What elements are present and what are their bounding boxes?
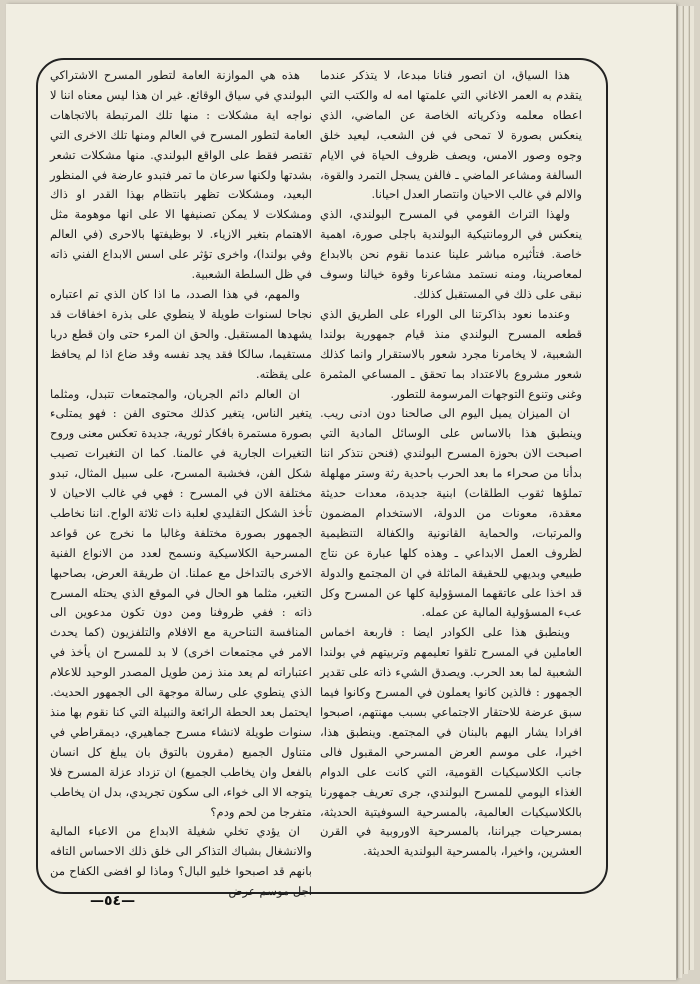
- page-number: —٥٤—: [90, 893, 136, 909]
- paragraph: ان العالم دائم الجريان، والمجتمعات تتبدل، ومثلما يتغير الناس، يتغير كذلك محتوى الفن : فهو يمتلىء بصورة مستمرة بافكار ثورية، جديدة تعكس معنى وروح التغيرات الجارية في عالمنا. كما ان التغيرات تصيب شكل الفن، فخشبة المسرح، على سبيل المثال، تبدو مختلفة الان في المسرح : فهي في غالب الاحيان لا تأخذ الشكل التقليدي لعلبة ذات ثلاثة الواح. اننا نخاطب الجمهور بصورة مختلفة وغالبا ما نخرج عن قواعد المسرحية الكلاسيكية ونسمح لعدد من الانواع الفنية الاخرى بالتداخل مع عملنا. ان طريقة العرض، بصاحبها التغير، مثلما هو الحال في الموقع الذي يحتله المسرح ذاته : ففي ظروفنا ومن دون تكون مدعوين الى المنافسة التناحرية مع الافلام والتلفزيون (كما يحدث الامر في مجتمعات اخرى) لا بد للمسرح ان يأخذ في اعتباراته لم يعد منذ زمن طويل المصدر الوحيد للاعلام الذي ينطوي على رسالة موجهة الى الجمهور الحديث. ايحتمل بعد الحطة الرائعة والنبيلة التي كنا نقوم بها منذ سنوات طويلة لانشاء مسرح جماهيري، ديمقراطي في متناول الجميع (مقرون بالتوق بان يبلغ كل انسان بالفعل وان يخاطب الجميع) ان تزداد عزلة المسرح فلا يتوجه الا الى خواء، الى سكون تجريدي، بدل ان يخاطب متفرجا من لحم ودم؟: [50, 386, 312, 819]
- right-text-column: [320, 66, 582, 884]
- paragraph: وعندما نعود بذاكرتنا الى الوراء على الطريق الذي قطعه المسرح البولندي منذ قيام جمهورية بولندا الشعبية، لا يخامرنا مجرد شعور بالاستقرار وانما كذلك شعور مشروع بالاعتداد بما تحقق ـ المساعي المثمرة وغنى وتنوع التوجهات المرسومة للتطور.: [320, 306, 582, 401]
- paragraph: ان الميزان يميل اليوم الى صالحنا دون ادنى ريب. وينطبق هذا بالاساس على الوسائل المادية التي اصبحت الان بحوزة المسرح البولندي (فنحن نتذكر اننا بدأنا من صحراء ما بعد الحرب باحدية رثة وستر مهلهلة تملؤها ثقوب الطلقات) ابنية جديدة، معدات حديثة معقدة، معونات من الدولة، الاستخدام المضمون والمرتبات، والحماية القانونية والكفالة التنظيمية لظروف العمل الابداعي ـ وهذه كلها عبارة عن نتاج طبيعي وبديهي للحقيقة الماثلة في ان المجتمع والدولة قد اخذا على عاتقهما المسؤولية كلها عن المسرح وكل عبء المسؤولية المالية عن عمله.: [320, 406, 582, 620]
- paragraph: هذه هي الموازنة العامة لتطور المسرح الاشتراكي البولندي في سياق الوقائع. غير ان هذا ليس معناه اننا لا نواجه اية مشكلات : منها تلك المرتبطة بالاتجاهات العامة لتطور المسرح في العالم ومنها تلك الاخرى التي تقتصر فقط على الواقع البولندي. منها مشكلات تشعر بشدتها ولكنها سرعان ما تمر فتبدو عارضة في المنظور البعيد، ومشكلات تظهر بانتظام بهذا القدر او ذاك ومشكلات لا يمكن تصنيفها الا على انها موهومة مثل الاهتمام بتغير الازياء. لا بوظيفتها بالاحرى (في العالم وفي بولندا)، واخرى تؤثر على اسس الابداع الفني ذاته في ظل السلطة الشعبية.: [50, 68, 312, 282]
- page-edge: [677, 6, 682, 978]
- page-edge: [689, 6, 694, 970]
- paragraph: والمهم، في هذا الصدد، ما اذا كان الذي تم اعتباره نجاحا لسنوات طويلة لا ينطوي على بذرة اخفاقات قد يشهدها المستقبل. والحق ان المرء حتى وان قطع دربا مستقيما، سالكا فقد يجد نفسه وقد ضاع اذا لم يحافظ على يقظته.: [50, 286, 312, 381]
- left-text-column: [50, 66, 312, 899]
- page-edge: [683, 6, 688, 974]
- paragraph: ولهذا التراث القومي في المسرح البولندي، الذي ينعكس في الرومانتيكية البولندية باجلى صورة، اهمية خاصة. فتأثيره مباشر علينا عندما نقوم نحن بالابداع لمعاصرينا، ومنه نستمد مشاعرنا وقوة خيالنا وسوف نبقى على ذلك في المستقبل كذلك.: [320, 207, 582, 301]
- paragraph: ان يؤدي تخلي شغيلة الابداع من الاعباء المالية والانشغال بشباك التذاكر الى خلق ذلك الاحساس التافه بانهم قد اصبحوا خليو البال؟ وماذا لو افضى الكفاح من اجل موسم عرض: [50, 824, 312, 899]
- paragraph: وينطبق هذا على الكوادر ايضا : فاربعة اخماس العاملين في المسرح تلقوا تعليمهم وتربيتهم في بولندا الشعبية لما بعد الحرب. ويصدق الشيء ذاته على تقدير الجمهور : فالذين كانوا يعملون في المسرح وكانوا فيما سبق عرضة للاحتقار الاجتماعي بسبب مهنتهم، اصبحوا افرادا يشار اليهم بالبنان في المجتمع. وينطبق هذا، اخيرا، على موسم العرض المسرحي المقبول فالى جانب الكلاسيكيات القومية، التي كانت على الدوام الغذاء اليومي للمسرح البولندي، جرى تعريف جمهورنا بالكلاسيكيات العالمية، بالمسرحية السوفيتية الحديثة، بمسرحيات جيراننا، بالمسرحية الاوروبية في القرن العشرين، واخيرا، بالمسرحية البولندية الحديثة.: [320, 625, 582, 859]
- paragraph: هذا السياق، ان اتصور فنانا مبدعا، لا يتذكر عندما يتقدم به العمر الاغاني التي علمتها امه له والكتب التي اعطاه معلمه وذكرياته الخاصة عن الماضي، الذي ينعكس بصورة لا تمحى في فن الشعب، ليعيد خلق وجوه وصور الامس، ويصف ظروف الحياة في الايام السالفة ومشاعر الماضي ـ فالفن يسجل التمرد والقوة، والالم في غالب الاحيان وانتصار العدل احيانا.: [320, 68, 582, 202]
